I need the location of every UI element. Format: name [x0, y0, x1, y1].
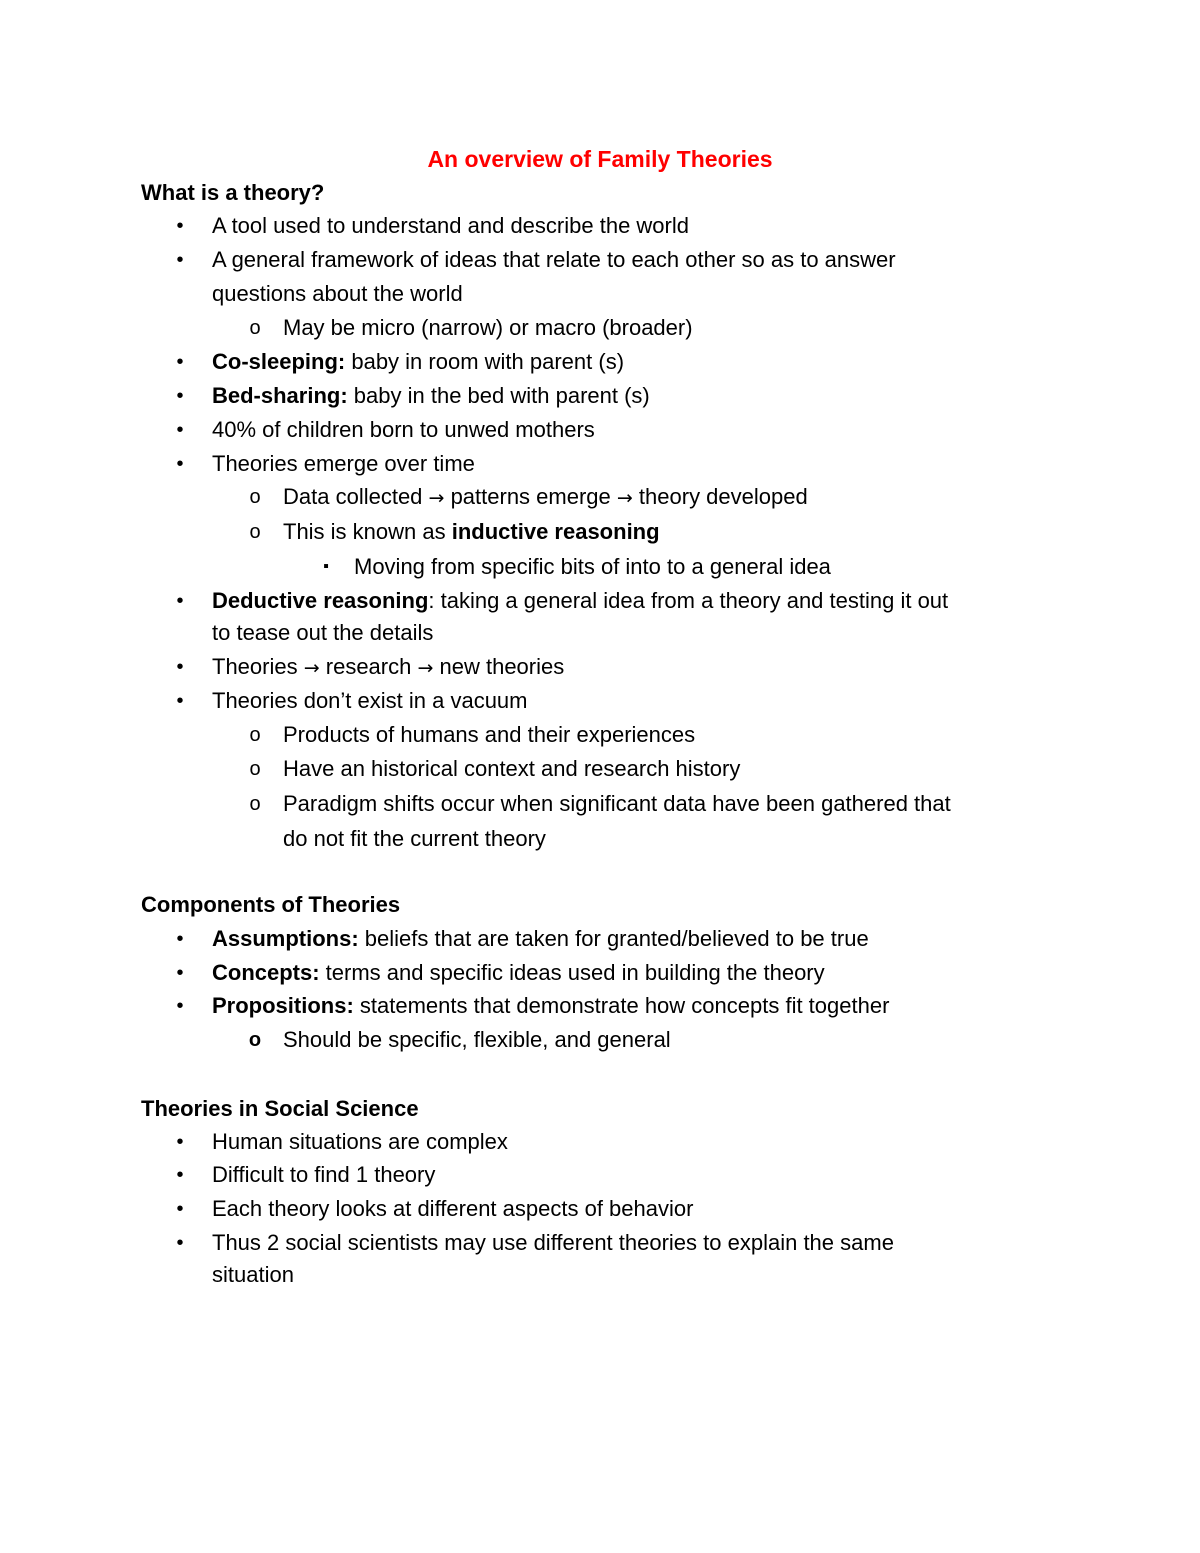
bullet-icon: •: [176, 928, 184, 950]
list-item: [212, 584, 948, 618]
circle-bullet-icon: o: [248, 1029, 262, 1051]
text-segment: Data collected: [283, 484, 429, 509]
list-item-continuation: to tease out the details: [212, 620, 434, 645]
document-title: An overview of Family Theories: [427, 146, 773, 172]
bullet-icon: •: [176, 590, 184, 612]
list-item-continuation: questions about the world: [212, 281, 463, 306]
term-inductive-reasoning: inductive reasoning: [451, 519, 660, 544]
sub-list-item: Products of humans and their experiences: [283, 722, 696, 747]
bullet-icon: •: [176, 995, 184, 1017]
sub-sub-list-item: Moving from specific bits of into to a general idea: [354, 554, 831, 579]
definition-text: statements that demonstrate how concepts fit together: [353, 993, 890, 1018]
text-segment: new theories: [433, 654, 565, 679]
term-assumptions: Assumptions:: [212, 926, 359, 951]
circle-bullet-icon: o: [249, 521, 261, 543]
definition-text: baby in room with parent (s): [345, 349, 625, 374]
list-item: [212, 650, 564, 685]
sub-list-item: Should be specific, flexible, and general: [283, 1027, 671, 1052]
list-item: A general framework of ideas that relate to each other so as to answer: [212, 247, 896, 272]
arrow-right-icon: →: [616, 487, 633, 509]
list-item: A tool used to understand and describe the world: [212, 213, 689, 238]
sub-list-item: Have an historical context and research history: [283, 756, 741, 781]
list-item: [212, 989, 889, 1023]
circle-bullet-icon: o: [249, 793, 261, 815]
list-item: [212, 956, 825, 990]
term-propositions: Propositions:: [212, 993, 354, 1018]
text-segment: patterns emerge: [444, 484, 617, 509]
section-heading-social-science: Theories in Social Science: [141, 1096, 419, 1121]
sub-list-item-continuation: do not fit the current theory: [283, 826, 546, 851]
arrow-right-icon: →: [428, 487, 445, 509]
bullet-icon: •: [176, 1232, 184, 1254]
text-segment: theory developed: [632, 484, 808, 509]
bullet-icon: •: [176, 690, 184, 712]
list-item-continuation: situation: [212, 1262, 294, 1287]
bullet-icon: •: [176, 385, 184, 407]
definition-text: : taking a general idea from a theory and testing it out: [428, 588, 949, 613]
circle-bullet-icon: o: [249, 486, 261, 508]
bullet-icon: •: [176, 453, 184, 475]
arrow-right-icon: →: [417, 657, 434, 679]
term-deductive-reasoning: Deductive reasoning: [212, 588, 429, 613]
list-item: Thus 2 social scientists may use different theories to explain the same: [212, 1230, 894, 1255]
section-heading-what-is-theory: What is a theory?: [141, 180, 325, 205]
text-segment: research: [319, 654, 418, 679]
arrow-right-icon: →: [303, 657, 320, 679]
bullet-icon: •: [176, 1198, 184, 1220]
list-item: [212, 345, 624, 379]
definition-text: beliefs that are taken for granted/believed to be true: [358, 926, 869, 951]
bullet-icon: •: [176, 1131, 184, 1153]
bullet-icon: •: [176, 962, 184, 984]
sub-list-item: [283, 515, 660, 549]
sub-list-item: May be micro (narrow) or macro (broader): [283, 315, 693, 340]
sub-list-item: [283, 480, 808, 515]
list-item: Human situations are complex: [212, 1129, 508, 1154]
bullet-icon: •: [176, 1164, 184, 1186]
list-item: [212, 379, 650, 413]
bullet-icon: •: [176, 656, 184, 678]
sub-list-item: Paradigm shifts occur when significant data have been gathered that: [283, 791, 951, 816]
term-concepts: Concepts:: [212, 960, 320, 985]
circle-bullet-icon: o: [249, 758, 261, 780]
term-bed-sharing: Bed-sharing:: [212, 383, 348, 408]
circle-bullet-icon: o: [249, 317, 261, 339]
definition-text: baby in the bed with parent (s): [347, 383, 650, 408]
term-co-sleeping: Co-sleeping:: [212, 349, 346, 374]
definition-text: terms and specific ideas used in building the theory: [319, 960, 825, 985]
bullet-icon: •: [176, 215, 184, 237]
list-item: Difficult to find 1 theory: [212, 1162, 436, 1187]
section-heading-components: Components of Theories: [141, 892, 401, 917]
list-item: Theories emerge over time: [212, 451, 475, 476]
text-segment: Theories: [212, 654, 304, 679]
list-item: [212, 922, 869, 956]
square-bullet-icon: ▪: [323, 558, 329, 575]
circle-bullet-icon: o: [249, 724, 261, 746]
list-item: Each theory looks at different aspects of behavior: [212, 1196, 694, 1221]
bullet-icon: •: [176, 249, 184, 271]
list-item: 40% of children born to unwed mothers: [212, 417, 595, 442]
bullet-icon: •: [176, 351, 184, 373]
list-item: Theories don’t exist in a vacuum: [212, 688, 528, 713]
text-segment: This is known as: [283, 519, 452, 544]
bullet-icon: •: [176, 419, 184, 441]
